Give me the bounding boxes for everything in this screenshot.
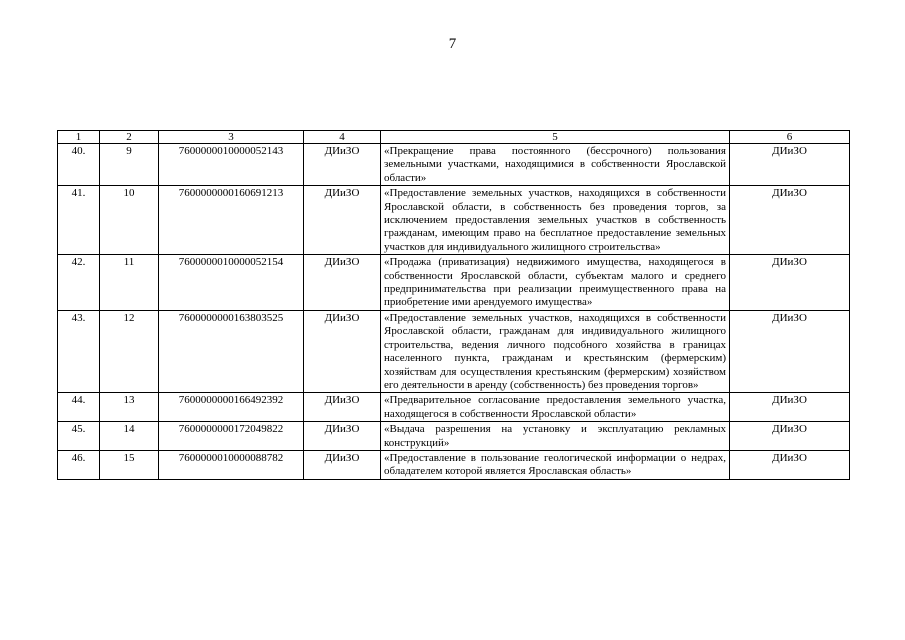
table-row — [58, 310, 850, 392]
row-number-cell: 43. — [58, 310, 100, 392]
table-row — [58, 144, 850, 186]
table-row — [58, 393, 850, 422]
service-code-cell: 7600000000172049822 — [159, 422, 304, 451]
row-number-cell: 44. — [58, 393, 100, 422]
service-code-cell: 7600000010000088782 — [159, 450, 304, 479]
sub-number-cell: 13 — [100, 393, 159, 422]
sub-number-cell: 10 — [100, 186, 159, 255]
service-name-cell: «Предоставление в пользование геологической информации о недрах, обладателем которой является Ярославская область» — [381, 450, 730, 479]
department-cell: ДИиЗО — [304, 186, 381, 255]
row-number-cell: 40. — [58, 144, 100, 186]
service-code-cell: 7600000000163803525 — [159, 310, 304, 392]
responsible-department-cell: ДИиЗО — [730, 393, 850, 422]
page-number: 7 — [448, 36, 457, 52]
responsible-department-cell: ДИиЗО — [730, 186, 850, 255]
department-cell: ДИиЗО — [304, 255, 381, 311]
column-header: 3 — [159, 131, 304, 144]
table-row — [58, 255, 850, 311]
service-name-cell: «Продажа (приватизация) недвижимого имущества, находящегося в собственности Ярославской области, субъектам малого и среднего предпринимательства при реализации преимущественного права на приобретение ими арендуемого имущества» — [381, 255, 730, 311]
service-name-cell: «Предварительное согласование предоставления земельного участка, находящегося в собственности Ярославской области» — [381, 393, 730, 422]
column-header: 5 — [381, 131, 730, 144]
row-number-cell: 41. — [58, 186, 100, 255]
sub-number-cell: 14 — [100, 422, 159, 451]
service-name-cell: «Прекращение права постоянного (бессрочного) пользования земельными участками, находящимися в собственности Ярославской области» — [381, 144, 730, 186]
table-row — [58, 186, 850, 255]
department-cell: ДИиЗО — [304, 450, 381, 479]
service-name-cell: «Предоставление земельных участков, находящихся в собственности Ярославской области, в собственность без проведения торгов, за исключением предоставления земельных участков в собственность гражданам, имеющим право на бесплатное предоставление земельных участков для индивидуального жилищного строительства» — [381, 186, 730, 255]
table-row — [58, 450, 850, 479]
department-cell: ДИиЗО — [304, 422, 381, 451]
service-name-cell: «Предоставление земельных участков, находящихся в собственности Ярославской области, гражданам для индивидуального жилищного строительства, ведения личного подсобного хозяйства в границах населенного пункта, гражданам и крестьянским (фермерским) хозяйствам для осуществления крестьянским (фермерским) хозяйством его деятельности в аренду (собственность) без проведения торгов» — [381, 310, 730, 392]
service-name-cell: «Выдача разрешения на установку и эксплуатацию рекламных конструкций» — [381, 422, 730, 451]
sub-number-cell: 11 — [100, 255, 159, 311]
service-code-cell: 7600000010000052143 — [159, 144, 304, 186]
department-cell: ДИиЗО — [304, 144, 381, 186]
sub-number-cell: 9 — [100, 144, 159, 186]
responsible-department-cell: ДИиЗО — [730, 255, 850, 311]
row-number-cell: 42. — [58, 255, 100, 311]
responsible-department-cell: ДИиЗО — [730, 422, 850, 451]
table-row — [58, 422, 850, 451]
column-header: 6 — [730, 131, 850, 144]
services-table — [57, 130, 850, 480]
service-code-cell: 7600000000160691213 — [159, 186, 304, 255]
service-code-cell: 7600000010000052154 — [159, 255, 304, 311]
row-number-cell: 45. — [58, 422, 100, 451]
responsible-department-cell: ДИиЗО — [730, 144, 850, 186]
row-number-cell: 46. — [58, 450, 100, 479]
responsible-department-cell: ДИиЗО — [730, 310, 850, 392]
responsible-department-cell: ДИиЗО — [730, 450, 850, 479]
sub-number-cell: 15 — [100, 450, 159, 479]
column-header: 2 — [100, 131, 159, 144]
service-code-cell: 7600000000166492392 — [159, 393, 304, 422]
table-header-row — [58, 131, 850, 144]
department-cell: ДИиЗО — [304, 310, 381, 392]
department-cell: ДИиЗО — [304, 393, 381, 422]
sub-number-cell: 12 — [100, 310, 159, 392]
column-header: 1 — [58, 131, 100, 144]
column-header: 4 — [304, 131, 381, 144]
